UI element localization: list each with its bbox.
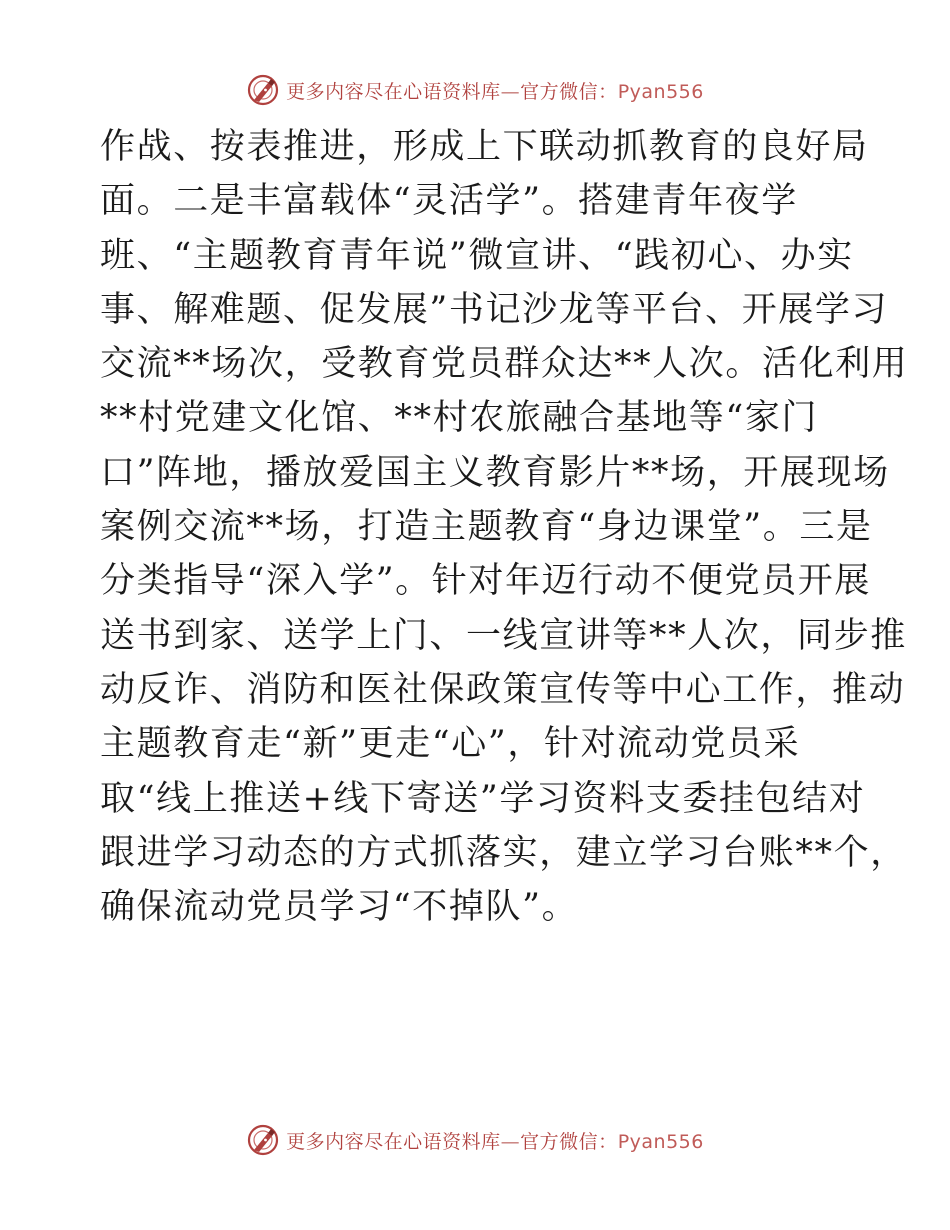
- banner-official-text: 官方微信：: [520, 80, 618, 103]
- banner-dash: —: [500, 1130, 521, 1153]
- text-line: 跟进学习动态的方式抓落实，建立学习台账**个，: [100, 832, 907, 873]
- text-line: 主题教育走“新”更走“心”，针对流动党员采: [100, 724, 801, 765]
- text-line: 取“线上推送+线下寄送”学习资料支委挂包结对: [100, 778, 866, 819]
- text-line: 面。二是丰富载体“灵活学”。搭建青年夜学: [100, 181, 798, 222]
- text-line: 案例交流**场，打造主题教育“身边课堂”。三是: [100, 507, 873, 548]
- banner-official-text: 官方微信：: [520, 1130, 618, 1153]
- text-line: 作战、按表推进，形成上下联动抓教育的良好局: [100, 127, 869, 167]
- banner-main-text: 更多内容尽在心语资料库: [286, 1130, 501, 1153]
- text-line: **村党建文化馆、**村农旅融合基地等“家门: [100, 398, 819, 439]
- banner-handle: Pyan556: [617, 80, 704, 103]
- pen-nib-logo-icon: [246, 73, 280, 107]
- document-body: [100, 120, 909, 934]
- text-line: 交流**场次，受教育党员群众达**人次。活化利用: [100, 344, 909, 385]
- footer-banner-text: [286, 1127, 704, 1154]
- text-line: 班、“主题教育青年说”微宣讲、“践初心、办实: [100, 235, 854, 276]
- banner-dash: —: [500, 80, 521, 103]
- banner-handle: Pyan556: [617, 1130, 704, 1153]
- header-banner: [0, 72, 950, 108]
- text-line: 口”阵地，播放爱国主义教育影片**场，开展现场: [100, 452, 890, 493]
- header-banner-text: [286, 77, 704, 104]
- text-line: 送书到家、送学上门、一线宣讲等**人次，同步推: [100, 615, 907, 656]
- footer-banner: [0, 1122, 950, 1158]
- text-line: 事、解难题、促发展”书记沙龙等平台、开展学习: [100, 289, 889, 330]
- text-line: 动反诈、消防和医社保政策宣传等中心工作，推动: [100, 669, 906, 710]
- banner-main-text: 更多内容尽在心语资料库: [286, 80, 501, 103]
- text-line: 确保流动党员学习“不掉队”。: [100, 887, 579, 928]
- pen-nib-logo-icon: [246, 1123, 280, 1157]
- text-line: 分类指导“深入学”。针对年迈行动不便党员开展: [100, 561, 871, 602]
